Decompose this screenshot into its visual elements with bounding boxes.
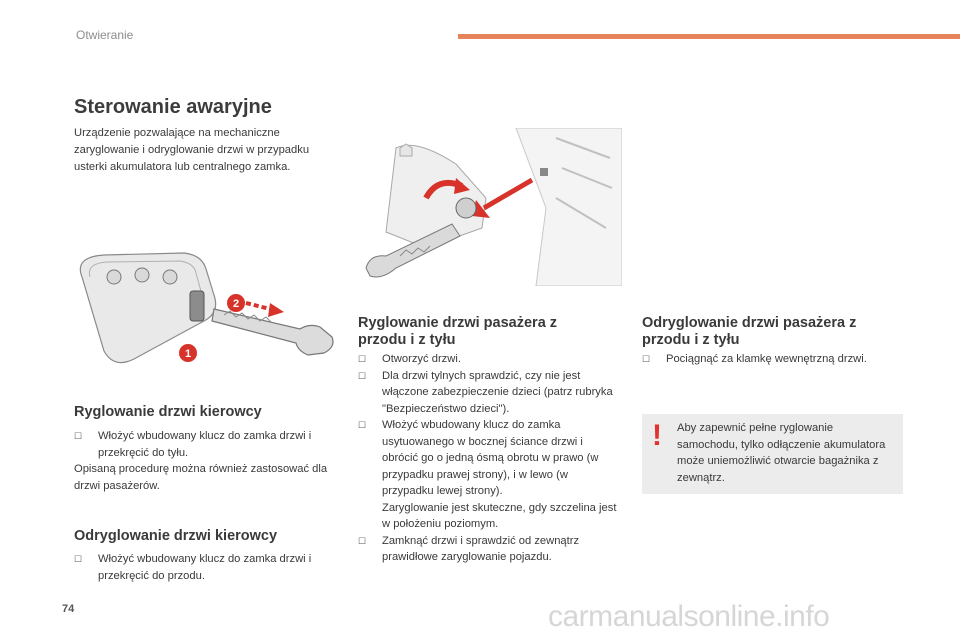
warning-note <box>642 414 903 494</box>
step-text: Zamknąć drzwi i sprawdzić od zewnątrz prawidłowe zaryglowanie pojazdu. <box>382 534 580 563</box>
page-number: 74 <box>62 603 75 615</box>
key-illustration <box>74 247 344 369</box>
step-text: Pociągnąć za klamkę wewnętrzną drzwi. <box>666 353 867 365</box>
locking-passenger-body <box>358 351 620 566</box>
checkbox-icon: ☐ <box>358 370 367 381</box>
checkbox-icon: ☐ <box>358 420 367 430</box>
list-item <box>358 368 620 418</box>
key-blade <box>212 309 333 355</box>
list-item <box>358 417 620 533</box>
locking-driver-body <box>74 428 340 494</box>
key-blade-release <box>190 291 204 321</box>
checkbox-icon: ☐ <box>642 354 651 364</box>
watermark: carmanualsonline.info <box>548 600 830 633</box>
heading-line-2: przodu i z tyłu <box>358 332 456 348</box>
unlocking-passenger-body <box>642 351 904 368</box>
checkbox-icon: ☐ <box>74 431 83 441</box>
step-note: Zaryglowanie jest skuteczne, gdy szczelina jest w położeniu poziomym. <box>382 501 617 530</box>
note-text: Opisaną procedurę można również zastosować dla drzwi pasażerów. <box>74 463 328 492</box>
list-item <box>74 551 340 584</box>
checkbox-icon: ☐ <box>358 354 367 364</box>
fob-button-2 <box>135 268 149 282</box>
heading-line-1: Ryglowanie drzwi pasażera z <box>358 315 558 331</box>
step-text: Dla drzwi tylnych sprawdzić, czy nie jest włączone zabezpieczenie dzieci (patrz rubryka "Bezpieczeństwo dzieci"). <box>382 369 613 415</box>
unlocking-driver-body <box>74 551 340 584</box>
exclamation-icon: ! <box>652 419 662 452</box>
heading-line-2: przodu i z tyłu <box>642 332 740 348</box>
header-rule <box>458 34 960 39</box>
door-latch <box>540 168 548 176</box>
warning-text: Aby zapewnić pełne ryglowanie samochodu, tylko odłączenie akumulatora może uniemożliwić otwarcie bagażnika z zewnątrz. <box>677 422 886 484</box>
door-lock-illustration <box>356 128 622 286</box>
page-title: Sterowanie awaryjne <box>74 96 272 118</box>
pull-arrow <box>246 303 270 309</box>
step-text: Włożyć wbudowany klucz do zamka drzwi i przekręcić do tyłu. <box>98 430 312 459</box>
pull-arrow-head <box>268 303 284 317</box>
step-text: Włożyć wbudowany klucz do zamka drzwi i przekręcić do przodu. <box>98 553 312 582</box>
heading-line-1: Odryglowanie drzwi pasażera z <box>642 315 857 331</box>
heading-locking-passenger <box>358 315 557 349</box>
checkbox-icon: ☐ <box>358 535 367 546</box>
list-item <box>358 533 620 566</box>
list-item <box>74 428 340 461</box>
list-item <box>358 351 620 368</box>
intro-text: Urządzenie pozwalające na mechaniczne zaryglowanie i odryglowanie drzwi w przypadku usterki akumulatora lub centralnego zamka. <box>74 127 310 173</box>
fob-button-1 <box>107 270 121 284</box>
checkbox-icon: ☐ <box>74 554 83 564</box>
callout-2-label: 2 <box>232 298 240 310</box>
heading-unlocking-driver: Odryglowanie drzwi kierowcy <box>74 528 278 544</box>
heading-locking-driver: Ryglowanie drzwi kierowcy <box>74 404 262 420</box>
list-item <box>642 351 904 368</box>
step-text: Otworzyć drzwi. <box>382 353 461 365</box>
step-text: Włożyć wbudowany klucz do zamka usytuowanego w bocznej ściance drzwi i obrócić go o jedną ósmą obrotu w prawo (w przypadku prawej strony), i w lewo (w przypadku lewej strony). <box>382 419 599 497</box>
door-lock-cylinder <box>456 198 476 218</box>
callout-1-label: 1 <box>184 348 192 360</box>
heading-unlocking-passenger <box>642 315 856 349</box>
section-label: Otwieranie <box>76 28 134 42</box>
fob-button-3 <box>163 270 177 284</box>
